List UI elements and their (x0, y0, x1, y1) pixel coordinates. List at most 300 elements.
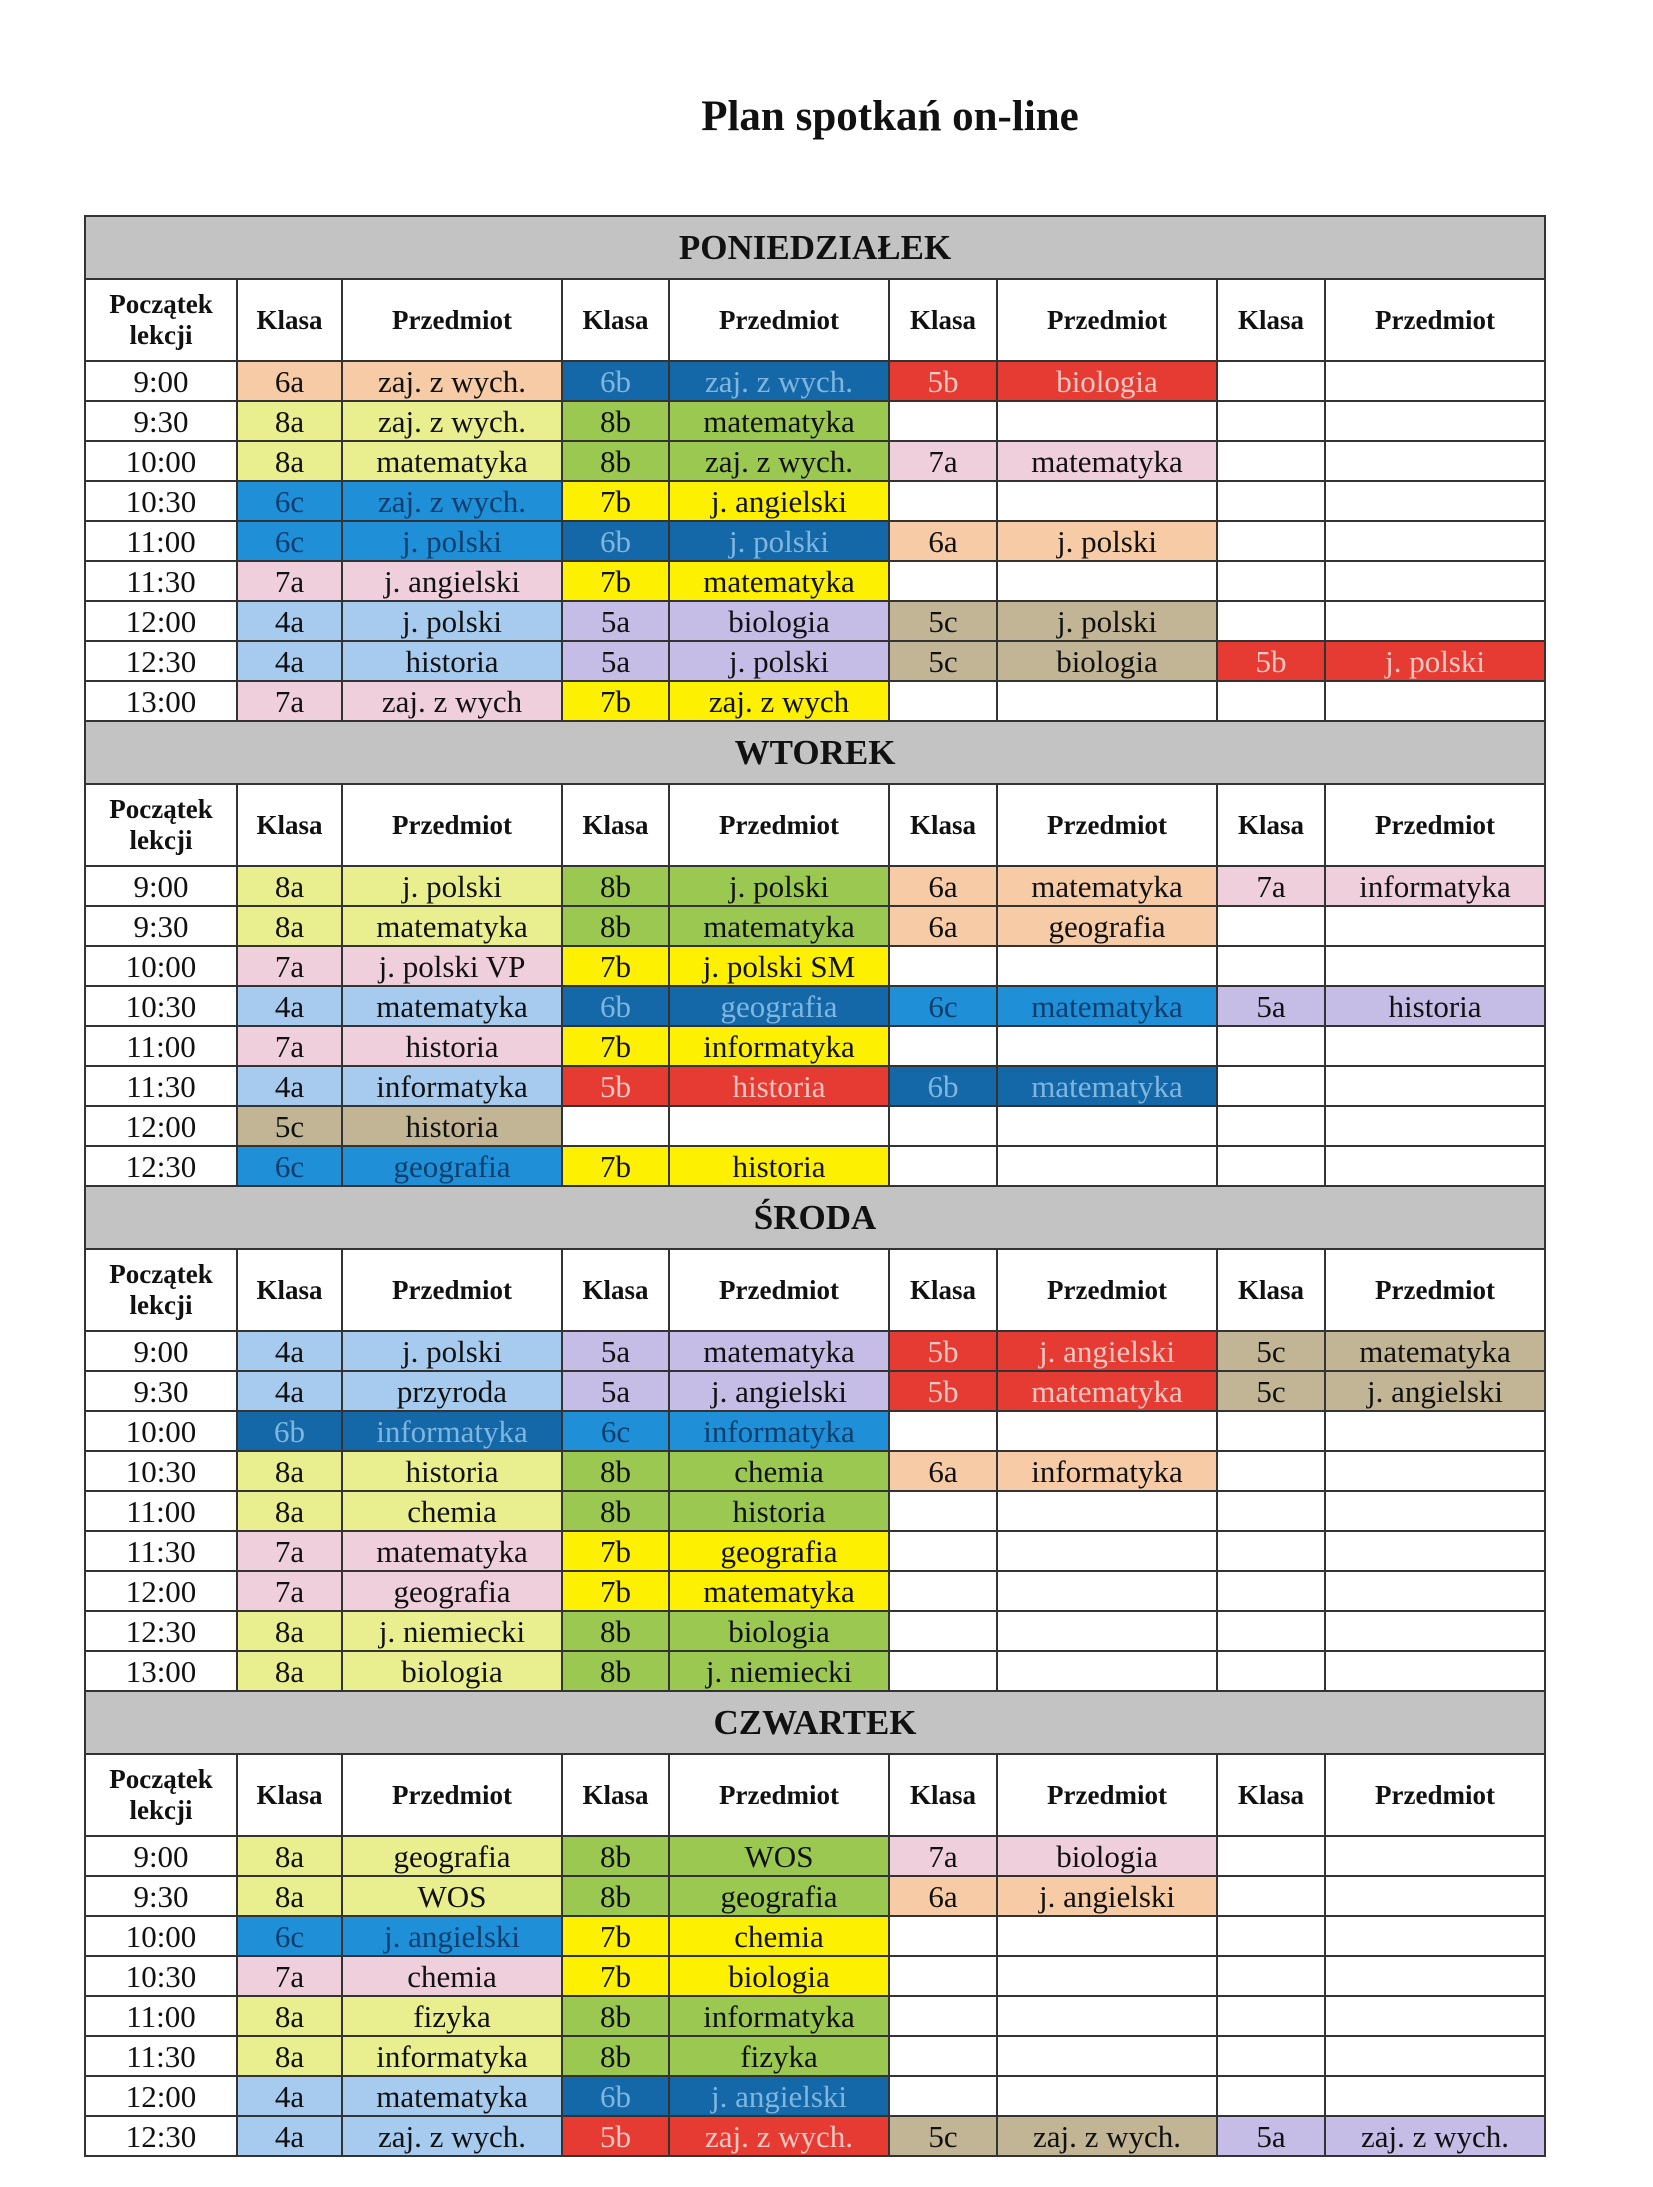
subject-cell: matematyka (342, 986, 562, 1026)
subject-cell: geografia (342, 1146, 562, 1186)
subject-cell: j. angielski (342, 561, 562, 601)
class-cell (889, 1491, 997, 1531)
subject-cell: historia (1325, 986, 1545, 1026)
subject-cell: zaj. z wych. (997, 2116, 1217, 2156)
class-cell (889, 1611, 997, 1651)
class-cell: 5c (889, 2116, 997, 2156)
lesson-row (85, 1106, 1545, 1146)
subject-cell: zaj. z wych. (669, 441, 889, 481)
class-cell: 6a (889, 1876, 997, 1916)
lesson-row (85, 1996, 1545, 2036)
class-cell (889, 1956, 997, 1996)
class-cell: 5b (889, 361, 997, 401)
lesson-row (85, 681, 1545, 721)
subject-cell: j. niemiecki (669, 1651, 889, 1691)
subject-cell (1325, 681, 1545, 721)
class-cell (1217, 521, 1325, 561)
subject-cell: j. polski (669, 521, 889, 561)
subject-cell (1325, 1411, 1545, 1451)
subject-cell (1325, 1451, 1545, 1491)
lesson-time: 11:00 (85, 1996, 237, 2036)
class-cell: 6b (562, 521, 669, 561)
subject-cell: matematyka (997, 986, 1217, 1026)
subject-cell: matematyka (997, 866, 1217, 906)
subject-cell (1325, 1146, 1545, 1186)
lesson-row (85, 1451, 1545, 1491)
lesson-time: 9:00 (85, 866, 237, 906)
class-cell (1217, 1146, 1325, 1186)
header-przedmiot: Przedmiot (669, 1754, 889, 1836)
subject-cell: matematyka (669, 401, 889, 441)
subject-cell: geografia (669, 986, 889, 1026)
class-cell: 7b (562, 946, 669, 986)
class-cell: 7a (237, 1026, 342, 1066)
class-cell (889, 946, 997, 986)
schedule-body (85, 216, 1545, 2156)
class-cell: 6b (562, 361, 669, 401)
class-cell: 7b (562, 561, 669, 601)
subject-cell (997, 946, 1217, 986)
subject-cell: biologia (669, 1611, 889, 1651)
lesson-time: 12:00 (85, 1106, 237, 1146)
subject-cell: j. angielski (1325, 1371, 1545, 1411)
subject-cell: fizyka (669, 2036, 889, 2076)
subject-cell: informatyka (1325, 866, 1545, 906)
subject-cell: informatyka (997, 1451, 1217, 1491)
class-cell: 6c (562, 1411, 669, 1451)
class-cell: 7a (889, 1836, 997, 1876)
class-cell: 8b (562, 1876, 669, 1916)
subject-cell (1325, 1836, 1545, 1876)
header-start-time: Początek lekcji (85, 1754, 237, 1836)
header-przedmiot: Przedmiot (997, 279, 1217, 361)
class-cell (1217, 946, 1325, 986)
class-cell (1217, 906, 1325, 946)
lesson-time: 11:30 (85, 1531, 237, 1571)
class-cell: 6a (889, 906, 997, 946)
lesson-row (85, 1916, 1545, 1956)
class-cell (889, 1026, 997, 1066)
subject-cell: zaj. z wych. (342, 401, 562, 441)
lesson-time: 11:30 (85, 2036, 237, 2076)
lesson-time: 11:00 (85, 521, 237, 561)
header-przedmiot: Przedmiot (342, 1754, 562, 1836)
class-cell: 7a (889, 441, 997, 481)
subject-cell: historia (669, 1066, 889, 1106)
class-cell (889, 2036, 997, 2076)
class-cell: 8b (562, 1651, 669, 1691)
subject-cell (997, 401, 1217, 441)
subject-cell: j. polski VP (342, 946, 562, 986)
class-cell: 6a (237, 361, 342, 401)
class-cell: 4a (237, 986, 342, 1026)
lesson-row (85, 561, 1545, 601)
class-cell: 8b (562, 441, 669, 481)
subject-cell: j. angielski (669, 2076, 889, 2116)
subject-cell: j. polski (342, 521, 562, 561)
class-cell: 8a (237, 1836, 342, 1876)
lesson-time: 12:30 (85, 1611, 237, 1651)
subject-cell (997, 2036, 1217, 2076)
subject-cell: chemia (342, 1956, 562, 1996)
class-cell: 8a (237, 1491, 342, 1531)
lesson-time: 11:30 (85, 561, 237, 601)
class-cell: 5a (1217, 986, 1325, 1026)
lesson-time: 9:30 (85, 1371, 237, 1411)
subject-cell: j. polski (342, 1331, 562, 1371)
class-cell: 8b (562, 1996, 669, 2036)
class-cell: 6a (889, 1451, 997, 1491)
subject-cell: informatyka (342, 1066, 562, 1106)
subject-cell: historia (342, 641, 562, 681)
subject-cell (1325, 441, 1545, 481)
class-cell: 8b (562, 1836, 669, 1876)
lesson-time: 9:00 (85, 1836, 237, 1876)
subject-cell: geografia (342, 1836, 562, 1876)
subject-cell (1325, 1026, 1545, 1066)
subject-cell: biologia (669, 601, 889, 641)
class-cell (1217, 481, 1325, 521)
class-cell: 6a (889, 521, 997, 561)
lesson-row (85, 1571, 1545, 1611)
subject-cell (1325, 521, 1545, 561)
subject-cell (997, 1956, 1217, 1996)
class-cell: 6a (889, 866, 997, 906)
day-header-row (85, 1691, 1545, 1754)
lesson-row (85, 1066, 1545, 1106)
class-cell: 7b (562, 1571, 669, 1611)
class-cell: 8a (237, 2036, 342, 2076)
class-cell: 6c (237, 481, 342, 521)
day-title: ŚRODA (85, 1186, 1545, 1249)
class-cell (1217, 1956, 1325, 1996)
class-cell: 5a (562, 641, 669, 681)
lesson-time: 12:30 (85, 641, 237, 681)
class-cell (889, 1571, 997, 1611)
lesson-row (85, 906, 1545, 946)
class-cell: 4a (237, 2116, 342, 2156)
subject-cell (1325, 561, 1545, 601)
class-cell (1217, 561, 1325, 601)
subject-cell: matematyka (342, 906, 562, 946)
class-cell: 7a (237, 1571, 342, 1611)
lesson-row (85, 866, 1545, 906)
class-cell (1217, 2036, 1325, 2076)
subject-cell: j. polski (1325, 641, 1545, 681)
class-cell: 6b (237, 1411, 342, 1451)
header-klasa: Klasa (889, 784, 997, 866)
header-klasa: Klasa (562, 1249, 669, 1331)
subject-cell (1325, 2076, 1545, 2116)
subject-cell: geografia (669, 1876, 889, 1916)
subject-cell (1325, 1491, 1545, 1531)
class-cell: 5a (562, 1331, 669, 1371)
subject-cell: WOS (342, 1876, 562, 1916)
subject-cell (997, 681, 1217, 721)
class-cell: 7a (237, 946, 342, 986)
subject-cell: j. polski (669, 641, 889, 681)
subject-cell: zaj. z wych. (342, 481, 562, 521)
lesson-time: 9:30 (85, 906, 237, 946)
subject-cell: zaj. z wych (669, 681, 889, 721)
class-cell: 4a (237, 1066, 342, 1106)
subject-cell: j. polski (669, 866, 889, 906)
subject-cell (997, 1571, 1217, 1611)
class-cell: 7b (562, 1916, 669, 1956)
subject-cell: WOS (669, 1836, 889, 1876)
class-cell: 7a (237, 1531, 342, 1571)
class-cell (889, 401, 997, 441)
subject-cell: j. polski (997, 521, 1217, 561)
class-cell: 8a (237, 1876, 342, 1916)
lesson-time: 10:30 (85, 481, 237, 521)
subject-cell: biologia (342, 1651, 562, 1691)
header-klasa: Klasa (1217, 1754, 1325, 1836)
class-cell: 4a (237, 1331, 342, 1371)
subject-cell: biologia (997, 641, 1217, 681)
subject-cell (1325, 1651, 1545, 1691)
header-klasa: Klasa (237, 784, 342, 866)
class-cell (1217, 681, 1325, 721)
subject-cell: geografia (669, 1531, 889, 1571)
subject-cell (1325, 946, 1545, 986)
header-przedmiot: Przedmiot (1325, 1249, 1545, 1331)
class-cell (1217, 361, 1325, 401)
subject-cell (1325, 1956, 1545, 1996)
class-cell: 4a (237, 641, 342, 681)
lesson-row (85, 1026, 1545, 1066)
lesson-time: 9:00 (85, 361, 237, 401)
class-cell (1217, 1491, 1325, 1531)
class-cell: 7b (562, 1146, 669, 1186)
lesson-time: 10:30 (85, 1451, 237, 1491)
class-cell: 4a (237, 2076, 342, 2116)
lesson-time: 13:00 (85, 681, 237, 721)
subject-cell: historia (342, 1451, 562, 1491)
class-cell: 7a (1217, 866, 1325, 906)
lesson-row (85, 1651, 1545, 1691)
header-klasa: Klasa (237, 1249, 342, 1331)
class-cell (889, 1106, 997, 1146)
subject-cell (1325, 1531, 1545, 1571)
subject-cell: matematyka (342, 441, 562, 481)
subject-cell: biologia (997, 1836, 1217, 1876)
lesson-time: 12:00 (85, 601, 237, 641)
class-cell: 7b (562, 481, 669, 521)
class-cell: 7a (237, 681, 342, 721)
subject-cell: przyroda (342, 1371, 562, 1411)
class-cell (1217, 441, 1325, 481)
subject-cell: j. polski (342, 866, 562, 906)
lesson-time: 13:00 (85, 1651, 237, 1691)
class-cell: 8b (562, 1491, 669, 1531)
lesson-time: 9:30 (85, 401, 237, 441)
class-cell: 5c (1217, 1331, 1325, 1371)
lesson-row (85, 986, 1545, 1026)
subject-cell: matematyka (669, 1571, 889, 1611)
class-cell: 8a (237, 1651, 342, 1691)
day-header-row (85, 216, 1545, 279)
column-header-row (85, 784, 1545, 866)
class-cell: 8a (237, 1451, 342, 1491)
class-cell (889, 1916, 997, 1956)
class-cell (1217, 1451, 1325, 1491)
header-przedmiot: Przedmiot (997, 784, 1217, 866)
header-przedmiot: Przedmiot (1325, 1754, 1545, 1836)
class-cell (1217, 401, 1325, 441)
subject-cell (997, 561, 1217, 601)
lesson-row (85, 401, 1545, 441)
subject-cell: j. polski SM (669, 946, 889, 986)
class-cell: 5c (889, 601, 997, 641)
lesson-row (85, 441, 1545, 481)
class-cell (1217, 1411, 1325, 1451)
subject-cell (1325, 2036, 1545, 2076)
class-cell: 8b (562, 2036, 669, 2076)
header-start-time: Początek lekcji (85, 1249, 237, 1331)
subject-cell: matematyka (342, 2076, 562, 2116)
lesson-time: 10:00 (85, 946, 237, 986)
class-cell (1217, 1916, 1325, 1956)
header-przedmiot: Przedmiot (342, 279, 562, 361)
class-cell (1217, 1876, 1325, 1916)
class-cell (1217, 1571, 1325, 1611)
subject-cell (997, 481, 1217, 521)
lesson-row (85, 1836, 1545, 1876)
subject-cell (997, 1651, 1217, 1691)
lesson-row (85, 1876, 1545, 1916)
header-przedmiot: Przedmiot (342, 1249, 562, 1331)
subject-cell: j. angielski (669, 481, 889, 521)
lesson-row (85, 521, 1545, 561)
class-cell: 7a (237, 561, 342, 601)
subject-cell: fizyka (342, 1996, 562, 2036)
subject-cell (997, 1491, 1217, 1531)
class-cell: 5b (889, 1371, 997, 1411)
class-cell: 6c (237, 521, 342, 561)
subject-cell: matematyka (669, 561, 889, 601)
subject-cell (997, 1146, 1217, 1186)
subject-cell: matematyka (997, 441, 1217, 481)
class-cell: 7a (237, 1956, 342, 1996)
class-cell: 5a (562, 601, 669, 641)
class-cell (889, 681, 997, 721)
subject-cell (997, 1026, 1217, 1066)
subject-cell: chemia (669, 1916, 889, 1956)
subject-cell: j. niemiecki (342, 1611, 562, 1651)
lesson-time: 10:00 (85, 1411, 237, 1451)
class-cell (889, 561, 997, 601)
subject-cell: historia (342, 1026, 562, 1066)
lesson-row (85, 946, 1545, 986)
class-cell: 6c (237, 1916, 342, 1956)
class-cell: 6c (237, 1146, 342, 1186)
header-przedmiot: Przedmiot (997, 1754, 1217, 1836)
subject-cell: historia (669, 1491, 889, 1531)
class-cell (1217, 2076, 1325, 2116)
header-przedmiot: Przedmiot (1325, 279, 1545, 361)
class-cell (889, 1531, 997, 1571)
header-klasa: Klasa (562, 279, 669, 361)
lesson-time: 12:00 (85, 1571, 237, 1611)
subject-cell (1325, 1106, 1545, 1146)
class-cell: 7b (562, 1026, 669, 1066)
subject-cell (1325, 1996, 1545, 2036)
lesson-time: 11:00 (85, 1026, 237, 1066)
header-przedmiot: Przedmiot (669, 784, 889, 866)
class-cell: 5b (562, 1066, 669, 1106)
subject-cell: geografia (342, 1571, 562, 1611)
class-cell (889, 2076, 997, 2116)
subject-cell: matematyka (997, 1066, 1217, 1106)
subject-cell (1325, 401, 1545, 441)
subject-cell (997, 1996, 1217, 2036)
lesson-row (85, 361, 1545, 401)
subject-cell (997, 1411, 1217, 1451)
lesson-row (85, 1956, 1545, 1996)
subject-cell (1325, 1611, 1545, 1651)
subject-cell: j. polski (342, 601, 562, 641)
page-title: Plan spotkań on-line (701, 93, 1079, 140)
lesson-row (85, 1491, 1545, 1531)
subject-cell: matematyka (669, 1331, 889, 1371)
header-klasa: Klasa (237, 1754, 342, 1836)
class-cell: 8a (237, 906, 342, 946)
class-cell: 4a (237, 1371, 342, 1411)
class-cell: 8b (562, 866, 669, 906)
subject-cell: informatyka (669, 1411, 889, 1451)
subject-cell: zaj. z wych (342, 681, 562, 721)
lesson-time: 10:00 (85, 1916, 237, 1956)
lesson-time: 9:00 (85, 1331, 237, 1371)
header-przedmiot: Przedmiot (997, 1249, 1217, 1331)
class-cell: 6b (889, 1066, 997, 1106)
class-cell: 7b (562, 1956, 669, 1996)
subject-cell: j. angielski (669, 1371, 889, 1411)
subject-cell: chemia (342, 1491, 562, 1531)
subject-cell: informatyka (669, 1026, 889, 1066)
subject-cell: j. polski (997, 601, 1217, 641)
class-cell: 5b (1217, 641, 1325, 681)
header-klasa: Klasa (889, 1249, 997, 1331)
subject-cell (1325, 906, 1545, 946)
class-cell: 8a (237, 1996, 342, 2036)
class-cell (889, 1411, 997, 1451)
column-header-row (85, 279, 1545, 361)
class-cell (1217, 1611, 1325, 1651)
lesson-row (85, 1531, 1545, 1571)
subject-cell (997, 1531, 1217, 1571)
subject-cell: matematyka (669, 906, 889, 946)
class-cell (889, 1146, 997, 1186)
lesson-row (85, 2036, 1545, 2076)
class-cell: 4a (237, 601, 342, 641)
subject-cell: matematyka (1325, 1331, 1545, 1371)
lesson-row (85, 1411, 1545, 1451)
subject-cell (1325, 1066, 1545, 1106)
class-cell: 5b (889, 1331, 997, 1371)
subject-cell (1325, 601, 1545, 641)
subject-cell (997, 2076, 1217, 2116)
class-cell (1217, 1531, 1325, 1571)
subject-cell: matematyka (997, 1371, 1217, 1411)
lesson-row (85, 1146, 1545, 1186)
class-cell: 6b (562, 2076, 669, 2116)
lesson-row (85, 1371, 1545, 1411)
header-klasa: Klasa (1217, 279, 1325, 361)
day-title: WTOREK (85, 721, 1545, 784)
lesson-time: 11:30 (85, 1066, 237, 1106)
